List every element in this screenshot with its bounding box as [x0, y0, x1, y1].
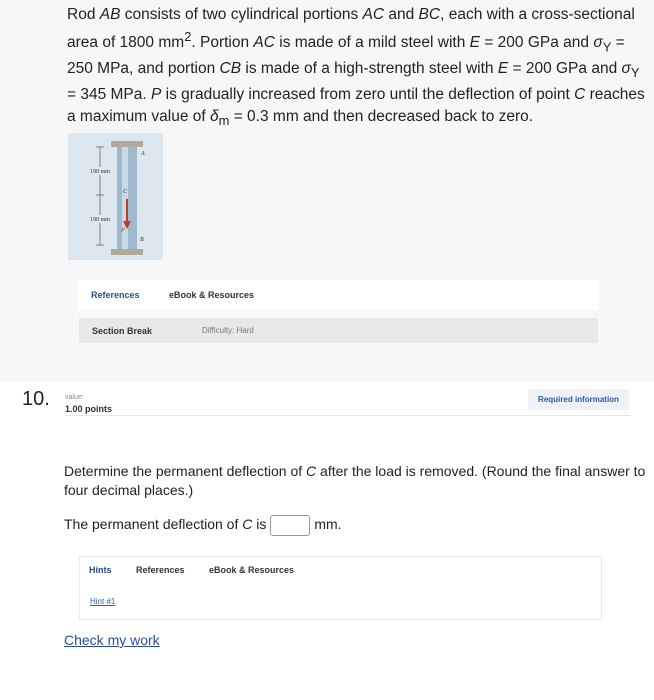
section-break-bar	[79, 318, 598, 343]
label-p: P	[121, 228, 125, 234]
answer-unit: mm.	[314, 516, 342, 533]
points-value: 1.00 points	[65, 404, 113, 414]
help-tabs	[79, 556, 602, 620]
problem-line: = 345 MPa. P is gradually increased from zero until the deflection of point C reaches	[67, 86, 645, 104]
divider	[65, 415, 630, 416]
difficulty-label: Difficulty: Hard	[202, 326, 254, 335]
check-my-work-link[interactable]: Check my work	[64, 632, 160, 648]
question-text: Determine the permanent deflection of C after the load is removed. (Round the final answer to four decimal places.)	[64, 463, 646, 498]
tab-ebook-resources[interactable]: eBook & Resources	[169, 290, 255, 300]
hint-1-link[interactable]: Hint #1	[90, 597, 116, 606]
answer-input[interactable]	[270, 515, 310, 536]
problem-line: a maximum value of $\delta_m = 0.3$ mm and then decreased back to zero.	[67, 108, 534, 129]
rod-figure	[68, 133, 163, 260]
tab-hints[interactable]: Hints	[89, 565, 112, 575]
required-information-button[interactable]: Required information	[528, 389, 629, 410]
problem-line: 250 MPa, and portion CB is made of a high-strength steel with E = 200 GPa and $\sigma_Y$	[67, 60, 640, 81]
bottom-support	[111, 249, 143, 255]
dim-top-label: 190 mm	[90, 169, 110, 175]
problem-statement	[67, 4, 654, 132]
tab-references-bottom[interactable]: References	[136, 565, 185, 575]
problem-line: area of 1800 $mm^2$. Portion AC is made of a mild steel with E = 200 GPa and $\sigma_Y$ =	[67, 29, 625, 55]
answer-prefix: The permanent deflection of C is	[64, 516, 267, 533]
problem-line: Rod AB consists of two cylindrical portions AC and BC, each with a cross-sectional	[67, 6, 635, 23]
answer-line	[64, 515, 342, 536]
resource-tabs	[79, 280, 599, 310]
section-break-label: Section Break	[92, 326, 153, 336]
question-number: 10.	[22, 388, 50, 410]
dim-bottom-label: 190 mm	[90, 217, 110, 223]
tab-references[interactable]: References	[91, 290, 140, 300]
label-c: C	[123, 189, 128, 195]
top-support	[111, 141, 143, 147]
tab-ebook-resources-bottom[interactable]: eBook & Resources	[209, 565, 295, 575]
value-label: value:	[65, 394, 84, 401]
label-b: B	[140, 237, 144, 243]
label-a: A	[141, 151, 145, 157]
